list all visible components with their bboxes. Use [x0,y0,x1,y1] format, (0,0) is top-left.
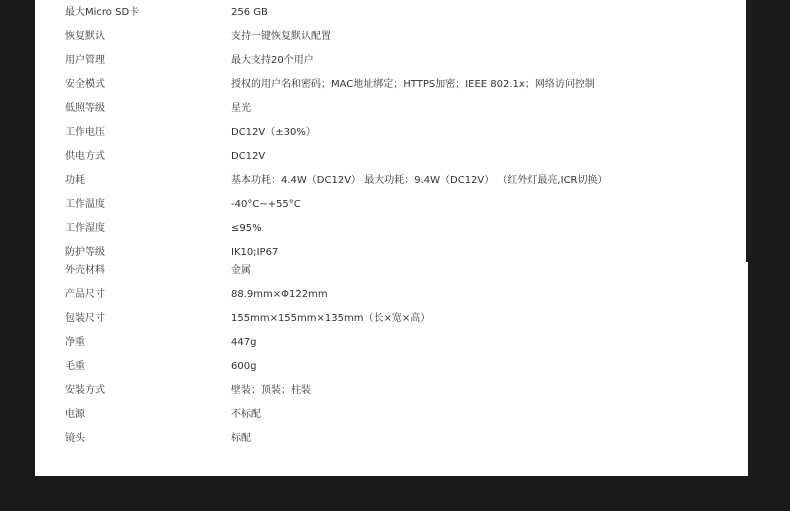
spec-row [35,27,746,47]
spec-row [35,285,746,305]
spec-value: 壁装；顶装；柱装 [231,385,311,396]
spec-row [35,219,746,239]
spec-row [35,429,746,449]
spec-label: 外壳材料 [65,265,105,276]
spec-value: 支持一键恢复默认配置 [231,31,331,42]
spec-label: 工作湿度 [65,223,105,234]
spec-label: 电源 [65,409,85,420]
spec-value: 600g [231,361,257,372]
spec-value: ≤95% [231,223,262,234]
spec-value: IK10;IP67 [231,247,279,258]
spec-row [35,381,746,401]
spec-value: DC12V（±30%） [231,127,316,138]
spec-row [35,243,746,263]
spec-label: 低照等级 [65,103,105,114]
spec-value: 最大支持20个用户 [231,55,314,66]
spec-value: 447g [231,337,257,348]
spec-row [35,99,746,119]
spec-row [35,51,746,71]
spec-row [35,147,746,167]
spec-label: 功耗 [65,175,85,186]
spec-label: 用户管理 [65,55,105,66]
spec-label: 安装方式 [65,385,105,396]
spec-label: 工作电压 [65,127,105,138]
spec-label: 恢复默认 [65,31,105,42]
spec-value: DC12V [231,151,266,162]
spec-label: 毛重 [65,361,85,372]
spec-row [35,195,746,215]
spec-label: 包装尺寸 [65,313,105,324]
spec-value: 金属 [231,265,251,276]
spec-value: 标配 [231,433,251,444]
spec-label: 镜头 [65,433,85,444]
spec-row [35,333,746,353]
spec-row [35,405,746,425]
spec-label: 供电方式 [65,151,105,162]
spec-value: 256 GB [231,7,268,18]
spec-value: 不标配 [231,409,261,420]
spec-row [35,357,746,377]
spec-label: 安全模式 [65,79,105,90]
spec-label: 工作温度 [65,199,105,210]
sheet-edge-strip [746,262,748,476]
spec-row [35,75,746,95]
spec-label: 防护等级 [65,247,105,258]
spec-row [35,261,746,281]
spec-value: 授权的用户名和密码；MAC地址绑定；HTTPS加密；IEEE 802.1x；网络访问控制 [231,79,595,90]
spec-row [35,309,746,329]
spec-row [35,123,746,143]
spec-value: 星光 [231,103,251,114]
spec-value: -40°C~+55°C [231,199,301,210]
spec-row [35,3,746,23]
spec-row [35,171,746,191]
spec-label: 产品尺寸 [65,289,105,300]
spec-value: 88.9mm×Φ122mm [231,289,328,300]
spec-label: 净重 [65,337,85,348]
spec-value: 155mm×155mm×135mm（长×宽×高） [231,313,431,324]
spec-sheet [35,0,746,476]
spec-value: 基本功耗：4.4W（DC12V） 最大功耗：9.4W（DC12V） （红外灯最亮,ICR切换） [231,175,608,186]
spec-label: 最大Micro SD卡 [65,7,140,18]
